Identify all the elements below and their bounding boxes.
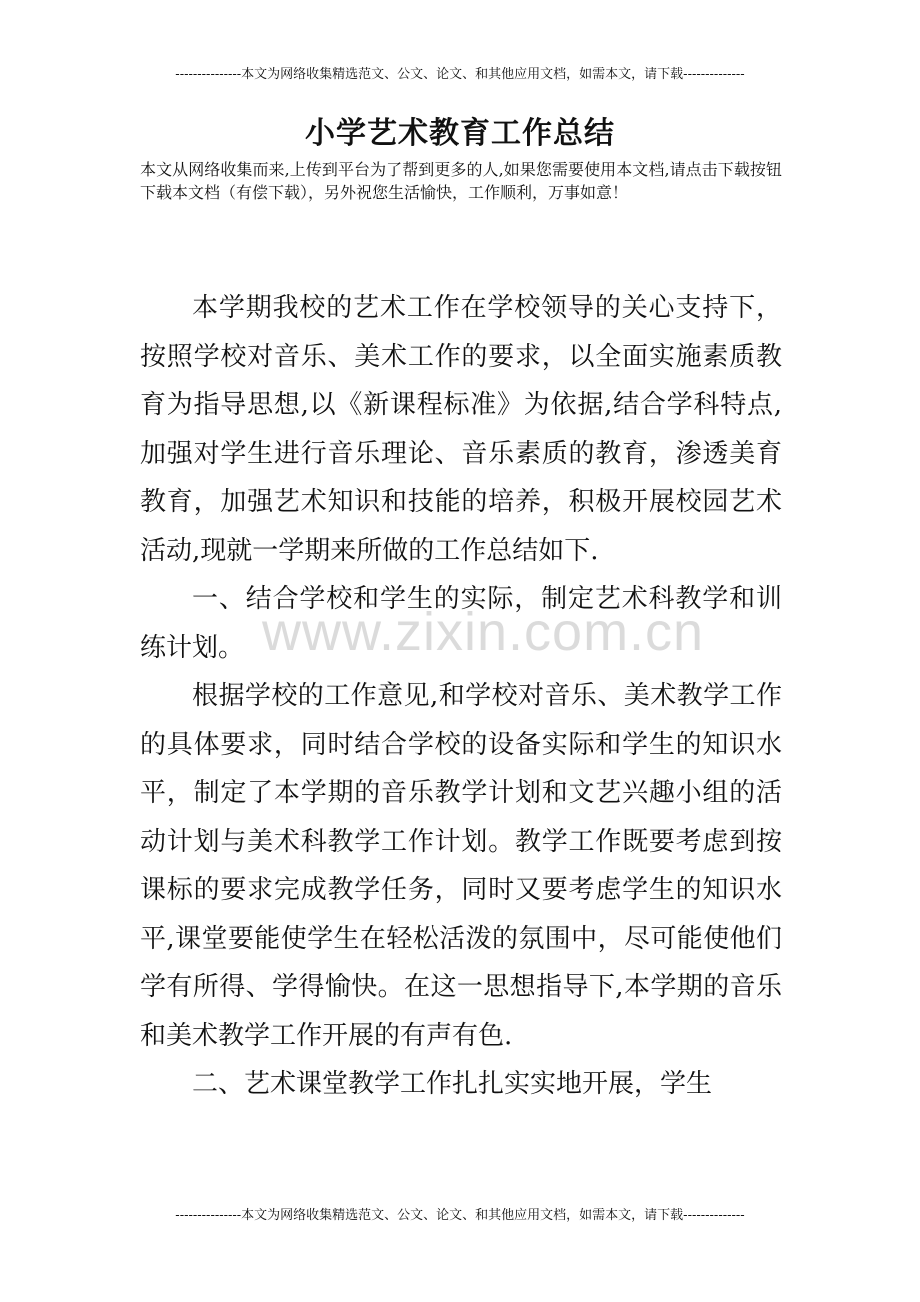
section-heading-2: 二、艺术课堂教学工作扎扎实实地开展，学生 xyxy=(192,1069,713,1099)
document-body xyxy=(140,284,782,1109)
section-heading-1: 一、结合学校和学生的实际，制定艺术科教学和训练计划。 xyxy=(140,584,782,663)
document-title: 小学艺术教育工作总结 xyxy=(305,116,615,151)
header-banner: ---------------本文为网络收集精选范文、公文、论文、和其他应用文档，如需本文，请下载-------------- xyxy=(175,67,745,82)
paragraph-intro: 本学期我校的艺术工作在学校领导的关心支持下，按照学校对音乐、美术工作的要求，以全面实施素质教育为指导思想,以《新课程标准》为依据,结合学科特点,加强对学生进行音乐理论、音乐素质的教育，渗透美育教育，加强艺术知识和技能的培养，积极开展校园艺术活动,现就一学期来所做的工作总结如下. xyxy=(140,293,782,566)
paragraph-section-1: 根据学校的工作意见,和学校对音乐、美术教学工作的具体要求，同时结合学校的设备实际和学生的知识水平，制定了本学期的音乐教学计划和文艺兴趣小组的活动计划与美术科教学工作计划。教学工作既要考虑到按课标的要求完成教学任务，同时又要考虑学生的知识水平,课堂要能使学生在轻松活泼的氛围中，尽可能使他们学有所得、学得愉快。在这一思想指导下,本学期的音乐和美术教学工作开展的有声有色. xyxy=(140,681,782,1051)
watermark: www.zixin.com.cn xyxy=(262,602,705,662)
intro-note: 本文从网络收集而来,上传到平台为了帮到更多的人,如果您需要使用本文档,请点击下载按钮下载本文档（有偿下载），另外祝您生活愉快，工作顺利，万事如意！ xyxy=(140,160,782,202)
footer-banner: ---------------本文为网络收集精选范文、公文、论文、和其他应用文档，如需本文，请下载-------------- xyxy=(175,1208,745,1223)
